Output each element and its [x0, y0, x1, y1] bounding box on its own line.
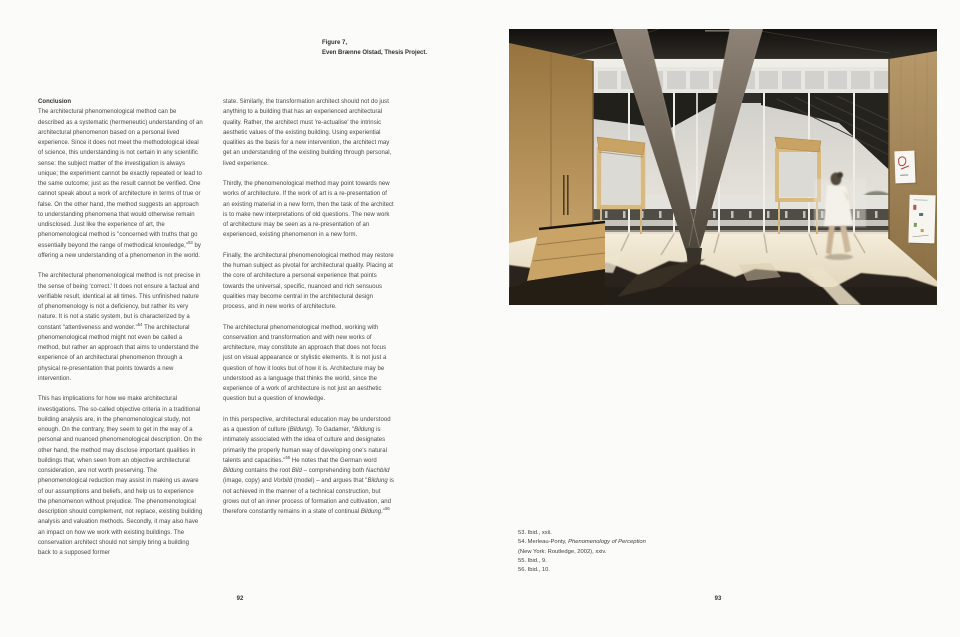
- photo-illustration: [509, 29, 937, 305]
- footnotes-block: [518, 529, 660, 575]
- figure-caption-line1: Figure 7,: [322, 40, 348, 46]
- thesis-project-photo: [509, 29, 937, 305]
- footnote: 56. Ibid., 10.: [518, 567, 550, 574]
- text-column-2: [223, 97, 394, 528]
- body-paragraph: The architectural phenomenological method can be described as a systematic (hermeneutic) understanding of an architectural phenomenon based on a personal lived experience. Since it does not meet the methodological ideal of science, this understanding is not certain in any scientific sense: the subject matter of the investigation is always unique; the experiment cannot be exactly repeated or lead to the same outcome; just as the result cannot be verified. One cannot speak about a work of architecture in terms of true or false. On the other hand, the method suggests an approach to understanding phenomena that would otherwise remain undisclosed. Just like the experience of art, the phenomenological method is "concerned with truths that go essentially beyond the range of methodical knowledge,"$^{53}$ by offering a new understanding of a phenomenon in the world.: [38, 109, 203, 259]
- body-paragraph: The architectural phenomenological method, working with conservation and transformation and with new works of architecture, may constitute an approach that does not focus just on visual appearance or stylistic elements. It is not just a question of how it looks but of how it is. Architecture may be understood as a language that thinks the world, since the experience of a work of architecture is not just an aesthetic question but a question of knowledge.: [223, 324, 387, 403]
- body-paragraph: In this perspective, architectural education may be understood as a question of culture (Bildung). To Gadamer, "Bildung is intimately associated with the idea of culture and designates primarily the properly human way of developing one's natural talents and capacities."$^{55}$ He notes that the German word Bildung contains the root Bild – comprehending both Nachbild (image, copy) and Vorbild (model) – and argues that "Bildung is not achieved in the manner of a technical construction, but grows out of an inner process of formation and cultivation, and therefore constantly remains in a state of continual Bildung."$^{56}$: [223, 416, 394, 515]
- text-column-1: [38, 97, 203, 569]
- photo-ceiling: [509, 29, 937, 59]
- photo-poster-color-sketch: [908, 195, 937, 245]
- footnote: 54. Merleau-Ponty, Phenomenology of Perception (New York: Routledge, 2002), xxiv.: [518, 539, 646, 555]
- body-paragraph: Thirdly, the phenomenological method may point towards new works of architecture. If the work of art is a re-presentation of an existing material in a new form, then the task of the architect is to make new interpretations of old questions. The new work of architecture may be seen as a re-presentation of an experienced, existing phenomenon in a new form.: [223, 181, 394, 239]
- body-paragraph: This has implications for how we make architectural investigations. The so-called objective criteria in a traditional building analysis are, in the phenomenological study, not enough. On the contrary, they seem to get in the way of a personal and nuanced phenomenological description. On the other hand, the method may disclose important qualities in buildings that, when seen from an objective architectural consideration, are not worth preserving. The phenomenological reduction may assist in making us aware of our assumptions and beliefs, and help us to experience the phenomenon without prejudice. The phenomenological description should complement, not replace, existing building analysis and valuation methods. Secondly, it may also have an impact on how we work with existing buildings. The conservation architect should not simply bring a building back to a supposed former: [38, 396, 203, 556]
- figure-caption: [322, 38, 472, 58]
- body-paragraph: The architectural phenomenological method is not precise in the sense of being 'correct.' It does not ensure a factual and verifiable result, identical at all times. This unfinished nature of phenomenology is not a deficiency, but rather its very nature. It is not a static system, but is characterized by a constant "attentiveness and wonder."$^{54}$ The architectural phenomenological method might not even be called a method, but rather an approach that aims to understand the experience of an architectural phenomenon through a physical re-presentation that points towards a new intervention.: [38, 273, 201, 382]
- figure-caption-line2: Even Brænne Olstad, Thesis Project.: [322, 50, 428, 56]
- footnote: 53. Ibid., xxii.: [518, 530, 552, 536]
- photo-poster-red-sketch: [894, 151, 917, 185]
- page-number-left: 92: [236, 596, 244, 602]
- body-paragraph: Finally, the architectural phenomenological method may restore the human subject as pivotal for architectural quality. Placing at the core of architecture a personal experience that points towards the universal, specific, nuanced and rich sensuous qualities may become central in the architectural design process, and in new works of architecture.: [223, 252, 394, 310]
- footnote: 55. Ibid., 9.: [518, 557, 547, 564]
- body-paragraph: state. Similarly, the transformation architect should not do just anything to a building that has an experienced architectural quality. Rather, the architect must 're-actualise' the intrinsic aesthetic values of the existing building. Using experiential qualities as the basis for a new intervention, the architect may get an understanding of the existing building through personal, lived experience.: [223, 99, 392, 167]
- page-number-right: 93: [714, 596, 722, 602]
- conclusion-heading: Conclusion: [38, 99, 72, 105]
